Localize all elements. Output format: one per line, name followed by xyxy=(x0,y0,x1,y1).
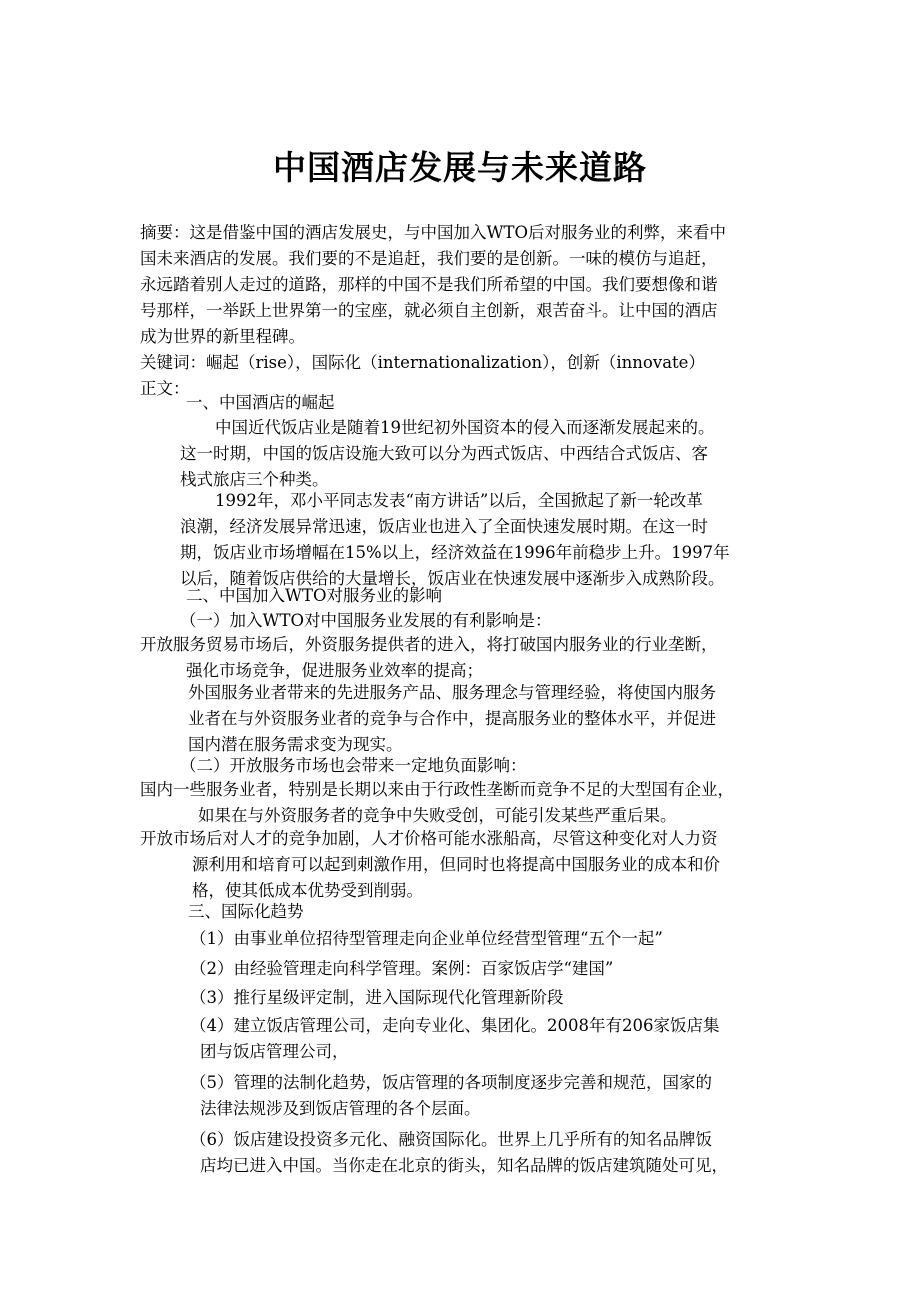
paragraph-line: 国内潜在服务需求变为现实。 xyxy=(188,735,403,754)
paragraph-line: 期，饭店业市场增幅在15%以上，经济效益在1996年前稳步上升。1997年 xyxy=(180,543,730,562)
paragraph-line: 中国近代饭店业是随着19世纪初外国资本的侵入而逐渐发展起来的。 xyxy=(215,418,715,437)
section2-sub2-item1 xyxy=(140,777,734,829)
keywords-line: 关键词：崛起（rise），国际化（internationalization），创新（innovate） xyxy=(140,353,705,372)
section3-item-6 xyxy=(190,1127,728,1179)
paragraph-line: 1992年，邓小平同志发表“南方讲话”以后，全国掀起了新一轮改革 xyxy=(215,491,703,510)
paragraph-line: 开放服务贸易市场后，外资服务提供者的进入，将打破国内服务业的行业垄断， xyxy=(140,635,718,654)
paragraph-line: 格，使其低成本优势受到削弱。 xyxy=(192,881,423,900)
abstract-line: 成为世界的新里程碑。 xyxy=(140,327,305,346)
section2-sub1-item1 xyxy=(140,632,718,684)
abstract-line: 永远踏着别人走过的道路，那样的中国不是我们所希望的中国。我们要想像和谐 xyxy=(140,275,718,294)
paragraph-line: 浪潮，经济发展异常迅速，饭店业也进入了全面快速发展时期。在这一时 xyxy=(180,517,708,536)
paragraph-line: 国内一些服务业者，特别是长期以来由于行政性垄断而竞争不足的大型国有企业， xyxy=(140,780,734,799)
list-item-line: （3）推行星级评定制，进入国际现代化管理新阶段 xyxy=(190,988,564,1007)
list-item-line: 团与饭店管理公司， xyxy=(200,1042,349,1061)
abstract xyxy=(140,220,726,402)
list-item-line: 法律法规涉及到饭店管理的各个层面。 xyxy=(200,1099,481,1118)
section3-item-1 xyxy=(190,926,663,952)
section2-sub2-heading: （二）开放服务市场也会带来一定地负面影响： xyxy=(180,756,527,775)
paragraph-line: 栈式旅店三个种类。 xyxy=(180,470,329,489)
paragraph-line: 源利用和培育可以起到刺激作用，但同时也将提高中国服务业的成本和价 xyxy=(192,855,720,874)
list-item-line: （4）建立饭店管理公司，走向专业化、集团化。2008年有206家饭店集 xyxy=(190,1016,720,1035)
paragraph-line: 开放市场后对人才的竞争加剧，人才价格可能水涨船高，尽管这种变化对人力资 xyxy=(140,829,718,848)
paragraph-line: 业者在与外资服务业者的竞争与合作中，提高服务业的整体水平，并促进 xyxy=(188,709,716,728)
section2-heading: 二、中国加入WTO对服务业的影响 xyxy=(186,586,442,605)
paragraph-line: 强化市场竞争，促进服务业效率的提高； xyxy=(186,661,483,680)
document-title: 中国酒店发展与未来道路 xyxy=(273,148,647,187)
body-label: 正文： xyxy=(140,379,190,398)
section2-sub1-item2 xyxy=(188,680,716,758)
abstract-line: 号那样，一举跃上世界第一的宝座，就必须自主创新，艰苦奋斗。让中国的酒店 xyxy=(140,301,718,320)
section1-paragraph2 xyxy=(180,488,730,592)
paragraph-line: 外国服务业者带来的先进服务产品、服务理念与管理经验，将使国内服务 xyxy=(188,683,716,702)
section1-paragraph1 xyxy=(180,415,715,493)
list-item-line: （5）管理的法制化趋势，饭店管理的各项制度逐步完善和规范，国家的 xyxy=(190,1073,712,1092)
section2-sub2-item2 xyxy=(140,826,720,904)
section1-heading: 一、中国酒店的崛起 xyxy=(186,393,335,412)
abstract-line: 摘要：这是借鉴中国的酒店发展史，与中国加入WTO后对服务业的利弊，来看中 xyxy=(140,223,726,242)
section3-item-2 xyxy=(190,956,613,982)
paragraph-line: 以后，随着饭店供给的大量增长，饭店业在快速发展中逐渐步入成熟阶段。 xyxy=(180,569,725,588)
abstract-line: 国未来酒店的发展。我们要的不是追赶，我们要的是创新。一味的模仿与追赶， xyxy=(140,249,718,268)
list-item-line: （2）由经验管理走向科学管理。案例：百家饭店学“建国” xyxy=(190,959,614,978)
section2-sub1-heading: （一）加入WTO对中国服务业发展的有利影响是： xyxy=(180,611,552,630)
list-item-line: （1）由事业单位招待型管理走向企业单位经营型管理“五个一起” xyxy=(190,929,663,948)
section3-item-3 xyxy=(190,985,564,1011)
list-item-line: 店均已进入中国。当你走在北京的街头，知名品牌的饭店建筑随处可见， xyxy=(200,1156,728,1175)
section3-heading: 三、国际化趋势 xyxy=(188,902,304,921)
paragraph-line: 这一时期，中国的饭店设施大致可以分为西式饭店、中西结合式饭店、客 xyxy=(180,444,708,463)
section3-item-5 xyxy=(190,1070,712,1122)
list-item-line: （6）饭店建设投资多元化、融资国际化。世界上几乎所有的知名品牌饭 xyxy=(190,1130,712,1149)
section3-item-4 xyxy=(190,1013,719,1065)
paragraph-line: 如果在与外资服务者的竞争中失败受创，可能引发某些严重后果。 xyxy=(198,806,677,825)
